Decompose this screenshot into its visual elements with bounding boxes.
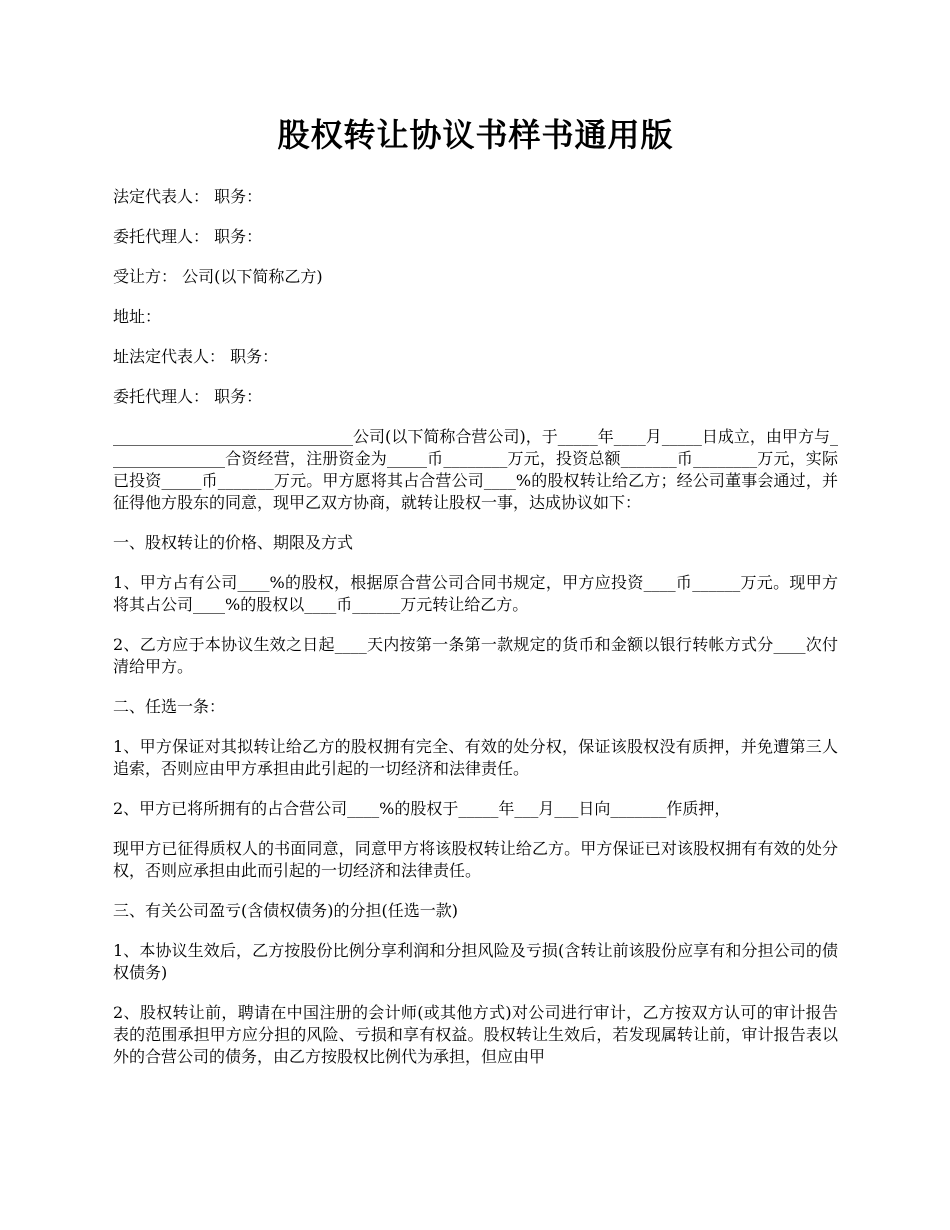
clause-3-1: 1、本协议生效后，乙方按股份比例分享利润和分担风险及亏损(含转让前该股份应享有和分担公司的债权债务) — [113, 941, 838, 982]
preamble-paragraph: ______________________________公司(以下简称合营公司)，于_____年____月_____日成立，由甲方与_______________合资经营，注册资金为_____币________万元，投资总额_______币________万元，实际已投资_____币_______万元。甲方愿将其占合营公司____%的股权转让给乙方；经公司董事会通过，并征得他方股东的同意，现甲乙双方协商，就转让股权一事，达成协议如下： — [113, 427, 838, 512]
agent-line-2: 委托代理人： 职务： — [113, 387, 263, 406]
clause-2-2-continued: 现甲方已征得质权人的书面同意，同意甲方将该股权转让给乙方。甲方保证已对该股权拥有有效的处分权，否则应承担由此而引起的一切经济和法律责任。 — [113, 839, 838, 880]
clause-2-1: 1、甲方保证对其拟转让给乙方的股权拥有完全、有效的处分权，保证该股权没有质押，并免遭第三人追索，否则应由甲方承担由此引起的一切经济和法律责任。 — [113, 737, 838, 778]
clause-1-2: 2、乙方应于本协议生效之日起____天内按第一条第一款规定的货币和金额以银行转帐方式分____次付清给甲方。 — [113, 635, 838, 676]
section-heading-1: 一、股权转让的价格、期限及方式 — [113, 533, 354, 552]
section-heading-3: 三、有关公司盈亏(含债权债务)的分担(任选一款) — [113, 901, 458, 920]
address-legal-rep-line: 址法定代表人： 职务： — [113, 347, 279, 366]
clause-1-1: 1、甲方占有公司____%的股权，根据原合营公司合同书规定，甲方应投资____币______万元。现甲方将其占公司____%的股权以____币______万元转让给乙方。 — [113, 573, 838, 614]
document-title: 股权转让协议书样书通用版 — [277, 116, 674, 154]
transferee-line: 受让方： 公司(以下简称乙方) — [113, 267, 323, 286]
address-line: 地址： — [113, 307, 162, 326]
clause-3-2: 2、股权转让前，聘请在中国注册的会计师(或其他方式)对公司进行审计，乙方按双方认可的审计报告表的范围承担甲方应分担的风险、亏损和享有权益。股权转让生效后，若发现属转让前，审计报告表以外的合营公司的债务，由乙方按股权比例代为承担，但应由甲 — [113, 1003, 838, 1066]
legal-rep-line: 法定代表人： 职务： — [113, 187, 263, 206]
agent-line: 委托代理人： 职务： — [113, 227, 263, 246]
section-heading-2: 二、任选一条： — [113, 697, 226, 716]
clause-2-2: 2、甲方已将所拥有的占合营公司____%的股权于_____年___月___日向_______作质押， — [113, 799, 731, 818]
